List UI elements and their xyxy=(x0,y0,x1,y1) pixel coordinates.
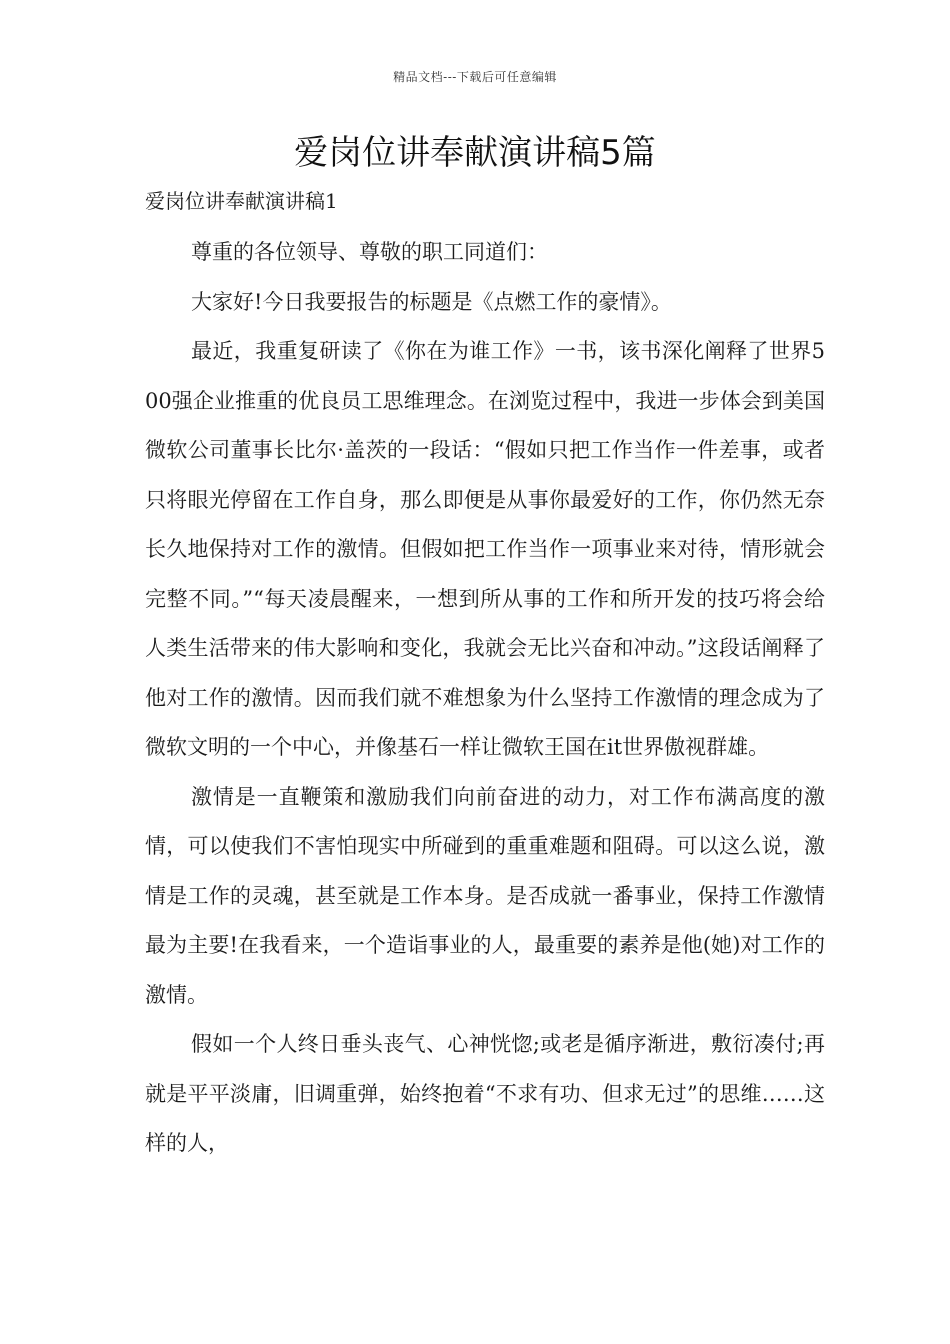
section-heading: 爱岗位讲奉献演讲稿1 xyxy=(145,189,338,213)
paragraph-attitude: 假如一个人终日垂头丧气、心神恍惚;或老是循序渐进，敷衍凑付;再就是平平淡庸，旧调重弹，始终抱着“不求有功、但求无过”的思维……这样的人， xyxy=(145,1032,825,1155)
document-title: 爱岗位讲奉献演讲稿5篇 xyxy=(294,133,656,173)
paragraph-greeting: 尊重的各位领导、尊敬的职工同道们： xyxy=(191,240,548,264)
body-text xyxy=(145,228,825,1169)
paragraph-book: 最近，我重复研读了《你在为谁工作》一书，该书深化阐释了世界500强企业推重的优良员工思维理念。在浏览过程中，我进一步体会到美国微软公司董事长比尔·盖茨的一段话：“假如只把工作当作一件差事，或者只将眼光停留在工作自身，那么即便是从事你最爱好的工作，你仍然无奈长久地保持对工作的激情。但假如把工作当作一项事业来对待，情形就会完整不同。”“每天凌晨醒来，一想到所从事的工作和所开发的技巧将会给人类生活带来的伟大影响和变化，我就会无比兴奋和冲动。”这段话阐释了他对工作的激情。因而我们就不难想象为什么坚持工作激情的理念成为了微软文明的一个中心，并像基石一样让微软王国在it世界傲视群雄。 xyxy=(145,339,825,759)
paragraph-intro: 大家好!今日我要报告的标题是《点燃工作的豪情》。 xyxy=(191,289,672,314)
header-note: 精品文档---下载后可任意编辑 xyxy=(393,70,557,84)
paragraph-passion: 激情是一直鞭策和激励我们向前奋进的动力，对工作布满高度的激情，可以使我们不害怕现实中所碰到的重重难题和阻碍。可以这么说，激情是工作的灵魂，甚至就是工作本身。是否成就一番事业，保持工作激情最为主要!在我看来，一个造诣事业的人，最重要的素养是他(她)对工作的激情。 xyxy=(145,784,825,1007)
